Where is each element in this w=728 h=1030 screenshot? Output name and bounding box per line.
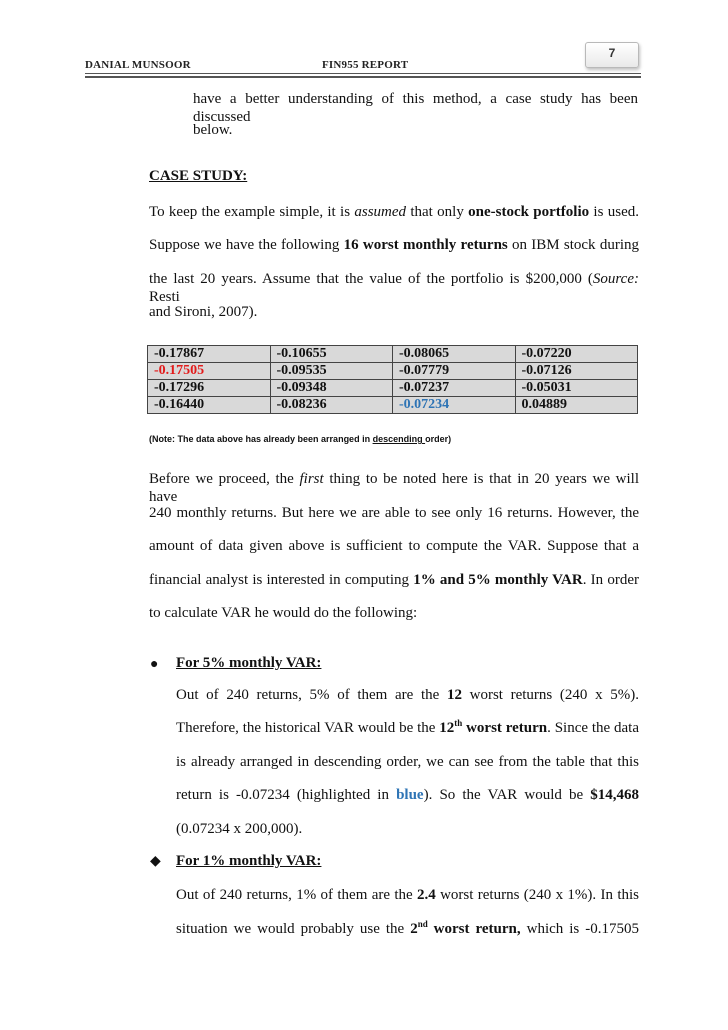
body-line-3: amount of data given above is sufficient to compute the VAR. Suppose that a [149,538,639,554]
body-line-5: to calculate VAR he would do the following: [149,605,418,621]
case-study-line-3: the last 20 years. Assume that the value of the portfolio is $200,000 (Source: Resti [149,271,639,305]
bullet-5-line-2: Therefore, the historical VAR would be the 12th worst return. Since the data [176,718,639,736]
table-cell: -0.08065 [393,346,516,363]
table-row [148,397,638,414]
bullet-5-line-3: is already arranged in descending order, we can see from the table that this [176,754,639,770]
returns-table [147,345,638,414]
bullet-heading-1pct: For 1% monthly VAR: [176,853,322,869]
table-note: (Note: The data above has already been arranged in descending order) [149,434,452,444]
table-row [148,346,638,363]
case-study-line-1: To keep the example simple, it is assumed that only one-stock portfolio is used. [149,204,639,220]
table-cell: -0.07126 [515,363,638,380]
table-cell: -0.07237 [393,380,516,397]
body-line-2: 240 monthly returns. But here we are able to see only 16 returns. However, the [149,505,639,521]
intro-line-1: have a better understanding of this method, a case study has been discussed [193,91,638,125]
table-cell: -0.17867 [148,346,271,363]
table-cell: 0.04889 [515,397,638,414]
bullet-heading-5pct: For 5% monthly VAR: [176,655,322,671]
bullet-5-line-4: return is -0.07234 (highlighted in blue). So the VAR would be $14,468 [176,787,639,803]
header-rule-thick [85,76,641,78]
table-cell: -0.10655 [270,346,393,363]
table-row [148,363,638,380]
table-cell: -0.17296 [148,380,271,397]
body-line-4: financial analyst is interested in computing 1% and 5% monthly VAR. In order [149,572,639,588]
bullet-dot-icon: ● [150,657,159,672]
table-cell: -0.07220 [515,346,638,363]
header-rule [85,73,641,74]
page-number-badge: 7 [585,42,639,68]
table-cell: -0.09348 [270,380,393,397]
table-cell: -0.08236 [270,397,393,414]
bullet-5-line-1: Out of 240 returns, 5% of them are the 12 worst returns (240 x 5%). [176,687,639,703]
bullet-dot-icon: ◆ [150,854,161,869]
case-study-line-4: and Sironi, 2007). [149,304,258,320]
header-author: DANIAL MUNSOOR [85,59,191,71]
header-report-title: FIN955 REPORT [322,59,409,71]
table-cell-highlight-blue: -0.07234 [393,397,516,414]
table-row [148,380,638,397]
bullet-5-line-5: (0.07234 x 200,000). [176,821,303,837]
table-cell: -0.09535 [270,363,393,380]
case-study-line-2: Suppose we have the following 16 worst monthly returns on IBM stock during [149,237,639,253]
table-cell: -0.05031 [515,380,638,397]
bullet-1-line-2: situation we would probably use the 2nd worst return, which is -0.17505 [176,919,639,937]
table-cell: -0.07779 [393,363,516,380]
bullet-1-line-1: Out of 240 returns, 1% of them are the 2.4 worst returns (240 x 1%). In this [176,887,639,903]
case-study-heading: CASE STUDY: [149,168,248,184]
table-cell-highlight-red: -0.17505 [148,363,271,380]
intro-line-2: below. [193,122,233,138]
table-cell: -0.16440 [148,397,271,414]
body-line-1: Before we proceed, the first thing to be noted here is that in 20 years we will have [149,471,639,505]
